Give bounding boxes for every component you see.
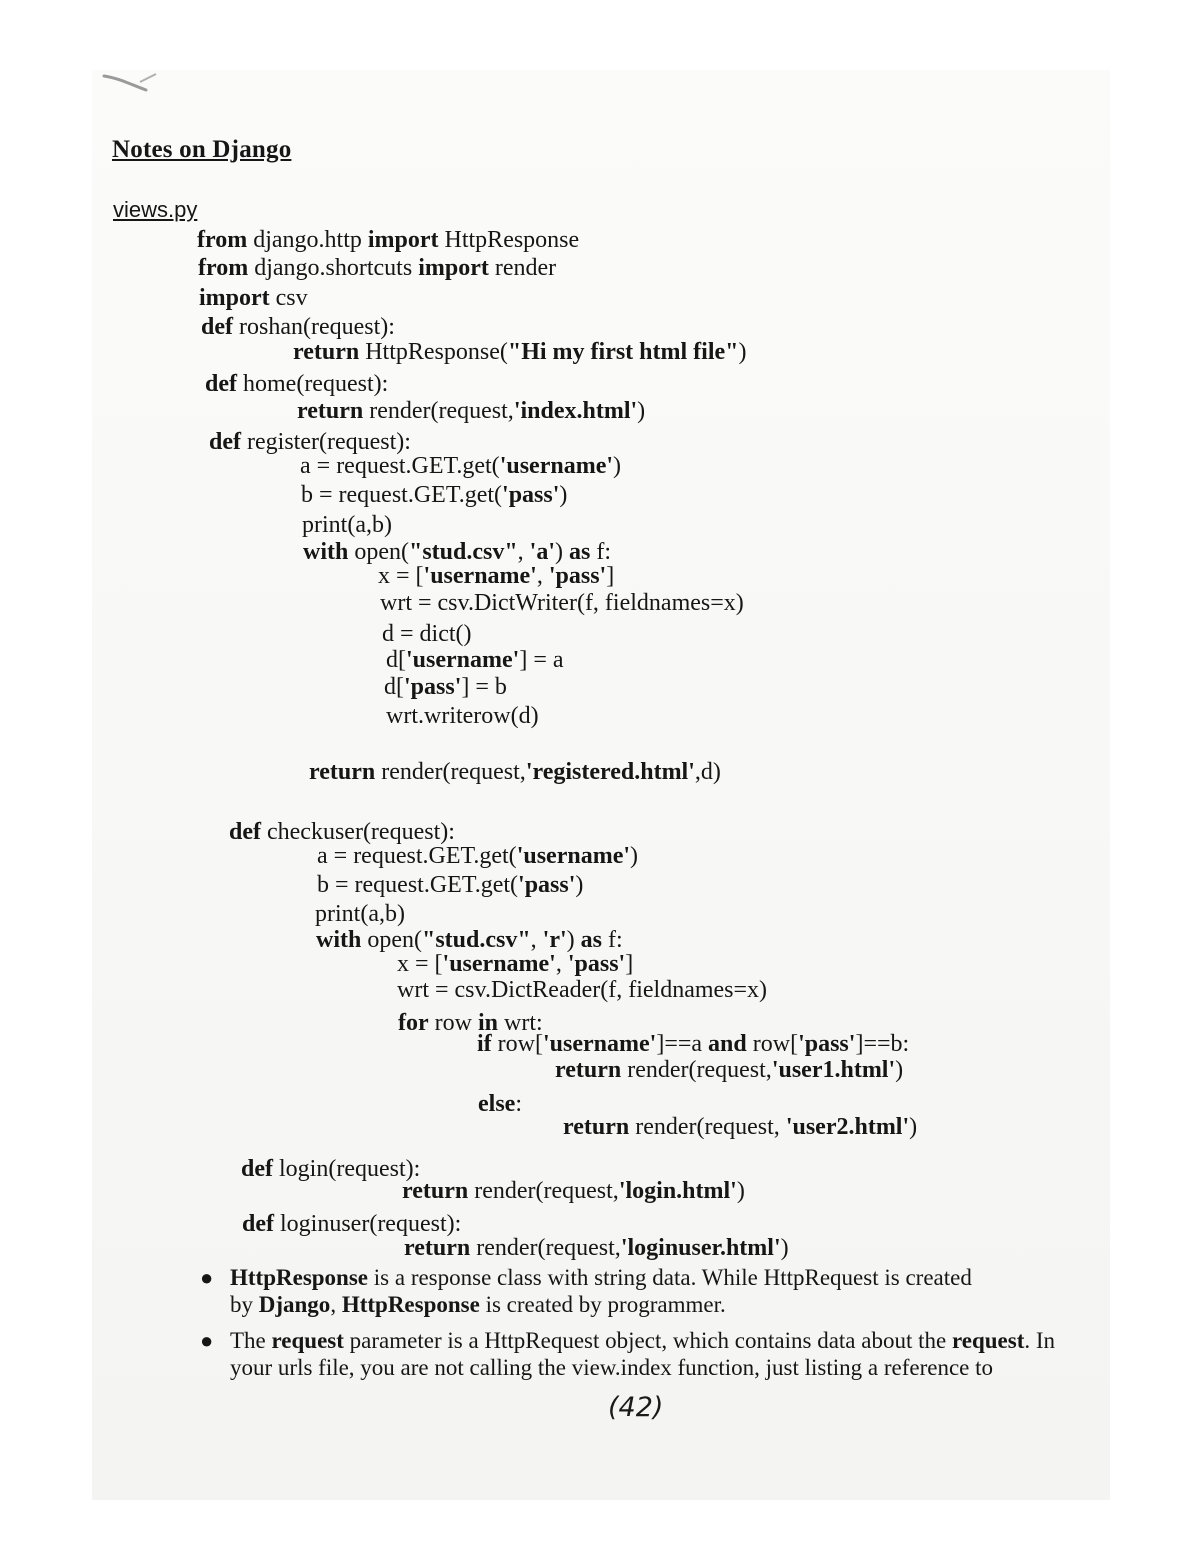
code-keyword: 'pass' [567,951,626,977]
code-text: django.shortcuts [248,255,419,281]
bullet-plain-text: is a response class with string data. While HttpRequest is created [368,1265,972,1290]
code-text: open( [348,539,409,565]
code-keyword: as [569,539,591,565]
code-text: home(request): [237,371,389,397]
bullet-emphasis: Django [258,1292,331,1317]
bullet-plain-text: is created by programmer. [479,1292,726,1317]
code-text: f: [590,539,612,565]
code-text: ) [895,1057,904,1083]
code-text: a = request.GET.get( [317,843,517,869]
code-keyword: 'username' [442,951,556,977]
code-keyword: with [316,927,362,953]
page-number: (42) [608,1392,664,1423]
code-keyword: 'user2.html' [785,1114,910,1140]
code-line [241,1155,420,1183]
code-keyword: from [198,255,249,281]
code-keyword: 'user1.html' [771,1057,896,1083]
code-line [309,758,721,786]
code-keyword: return [297,398,364,424]
code-text: ) [566,927,581,953]
code-text: , [536,563,549,589]
code-keyword: 'index.html' [513,398,638,424]
code-text: ) [736,1178,745,1204]
bullet-dot-icon: ● [200,1328,214,1353]
code-line [297,397,645,425]
code-text: csv [269,285,308,311]
code-keyword: import [418,255,489,281]
code-keyword: 'pass' [798,1031,856,1057]
code-line [199,284,308,312]
code-keyword: 'username' [406,647,520,673]
code-keyword: 'username' [499,453,614,479]
code-text: ]==a [656,1031,709,1057]
code-text: ] = a [519,647,564,673]
code-text: x = [ [378,563,424,589]
code-keyword: as [580,927,603,953]
code-line [382,620,472,648]
bullet-text-line [230,1291,1110,1318]
code-line [478,1090,522,1118]
code-text: wrt = csv.DictWriter(f, fieldnames=x) [380,590,744,616]
code-text: ] [625,951,634,977]
code-text: HttpResponse( [359,339,508,365]
bullet-plain-text: parameter is a HttpRequest object, which contains data about the [343,1328,952,1353]
code-text: loginuser(request): [274,1211,462,1237]
code-keyword: return [402,1178,469,1204]
code-line [293,338,746,366]
code-keyword: def [209,429,241,455]
bullet-plain-text: The [230,1328,272,1353]
code-keyword: "stud.csv" [422,927,531,953]
code-keyword: return [404,1235,471,1261]
file-name-label: views.py [113,197,198,222]
bullet-text [230,1327,1110,1381]
bullet-plain-text: your urls file, you are not calling the view.index function, just listing a reference to [230,1355,994,1380]
code-text: f: [602,927,623,953]
code-line [386,646,564,674]
code-keyword: 'username' [423,563,537,589]
code-keyword: for [398,1010,429,1036]
code-keyword: return [309,759,376,785]
code-text: b = request.GET.get( [317,872,519,898]
code-text: wrt = csv.DictReader(f, fieldnames=x) [397,977,768,1003]
code-text: ]==b: [855,1031,910,1057]
bullet-emphasis: HttpResponse [230,1265,369,1290]
code-line [317,871,583,899]
code-text: ) [555,539,570,565]
code-keyword: 'login.html' [618,1178,737,1204]
code-text: register(request): [241,429,411,455]
code-keyword: 'a' [529,539,556,565]
bullet-text-line [230,1327,1110,1354]
code-keyword: return [563,1114,630,1140]
bullet-plain-text: by [230,1292,259,1317]
code-line [477,1030,909,1058]
code-keyword: 'pass' [502,482,560,508]
code-text: render(request, [621,1057,772,1083]
code-text: row [428,1010,478,1036]
bullet-plain-text: , [330,1292,342,1317]
code-text: d = dict() [382,621,472,647]
code-line [378,562,614,590]
code-text: d[ [384,674,404,700]
code-line [197,226,579,254]
code-text: render(request, [470,1235,621,1261]
code-text: render(request, [375,759,526,785]
code-text: ) [637,398,646,424]
code-line [315,900,405,928]
bullet-text-line [230,1354,1110,1381]
code-text: ) [780,1235,789,1261]
code-keyword: 'registered.html' [525,759,695,785]
scan-smudge-mark [100,72,162,96]
code-text: a = request.GET.get( [300,453,500,479]
code-text: ) [738,339,747,365]
code-line [198,254,556,282]
bullet-plain-text: . In [1024,1328,1056,1353]
code-keyword: 'username' [516,843,631,869]
code-text: print(a,b) [302,512,392,538]
code-text: , [517,539,530,565]
code-text: checkuser(request): [261,819,455,845]
code-text: ,d) [694,759,721,785]
code-text: ] [606,563,615,589]
code-text: roshan(request): [233,314,395,340]
code-text: row[ [491,1031,543,1057]
code-text: b = request.GET.get( [301,482,503,508]
code-line [300,452,621,480]
code-text: ] = b [461,674,507,700]
code-line [555,1056,903,1084]
code-line [397,976,767,1004]
code-line [402,1177,745,1205]
code-text: , [555,951,568,977]
code-keyword: from [197,227,248,253]
code-keyword: 'loginuser.html' [620,1235,781,1261]
code-line [380,589,744,617]
code-line [205,370,388,398]
code-keyword: "Hi my first html file" [507,339,739,365]
bullet-dot-icon: ● [200,1265,214,1290]
code-text: x = [ [397,951,443,977]
code-line [384,673,507,701]
code-keyword: 'pass' [404,674,462,700]
code-text: ) [909,1114,918,1140]
code-text: wrt.writerow(d) [386,703,539,729]
code-line [563,1113,917,1141]
code-keyword: def [205,371,237,397]
code-line [397,950,633,978]
code-text: ) [559,482,568,508]
code-text: , [530,927,543,953]
code-text: row[ [746,1031,799,1057]
code-keyword: 'r' [542,927,567,953]
code-keyword: return [555,1057,622,1083]
code-keyword: 'pass' [548,563,607,589]
code-text: HttpResponse [438,227,580,253]
code-text: ) [613,453,622,479]
code-keyword: and [708,1031,747,1057]
bullet-emphasis: request [271,1328,344,1353]
code-keyword: def [241,1156,273,1182]
code-line [301,481,567,509]
code-keyword: def [229,819,261,845]
bullet-text [230,1264,1110,1318]
code-text: print(a,b) [315,901,405,927]
code-keyword: 'pass' [518,872,576,898]
code-text: render [488,255,557,281]
code-keyword: in [477,1010,498,1036]
code-text: wrt: [498,1010,543,1036]
code-keyword: if [477,1031,492,1057]
code-line [404,1234,789,1262]
code-keyword: else [478,1091,516,1117]
code-text: django.http [247,227,368,253]
code-text: ) [575,872,584,898]
code-line [386,702,539,730]
code-keyword: 'username' [543,1031,657,1057]
code-text: : [515,1091,522,1117]
code-line [302,511,392,539]
code-text: render(request, [468,1178,619,1204]
code-keyword: with [303,539,349,565]
code-keyword: "stud.csv" [409,539,518,565]
code-text: d[ [386,647,406,673]
page-heading: Notes on Django [112,136,292,163]
code-text: render(request, [363,398,514,424]
code-keyword: import [199,285,270,311]
code-line [201,313,395,341]
code-line [317,842,638,870]
code-text: login(request): [273,1156,421,1182]
code-text: ) [630,843,639,869]
code-keyword: def [201,314,233,340]
code-text: open( [361,927,422,953]
code-keyword: import [367,227,439,253]
code-keyword: return [293,339,360,365]
bullet-emphasis: HttpResponse [341,1292,480,1317]
bullet-text-line [230,1264,1110,1291]
code-text: render(request, [629,1114,786,1140]
bullet-emphasis: request [951,1328,1025,1353]
code-keyword: def [242,1211,274,1237]
